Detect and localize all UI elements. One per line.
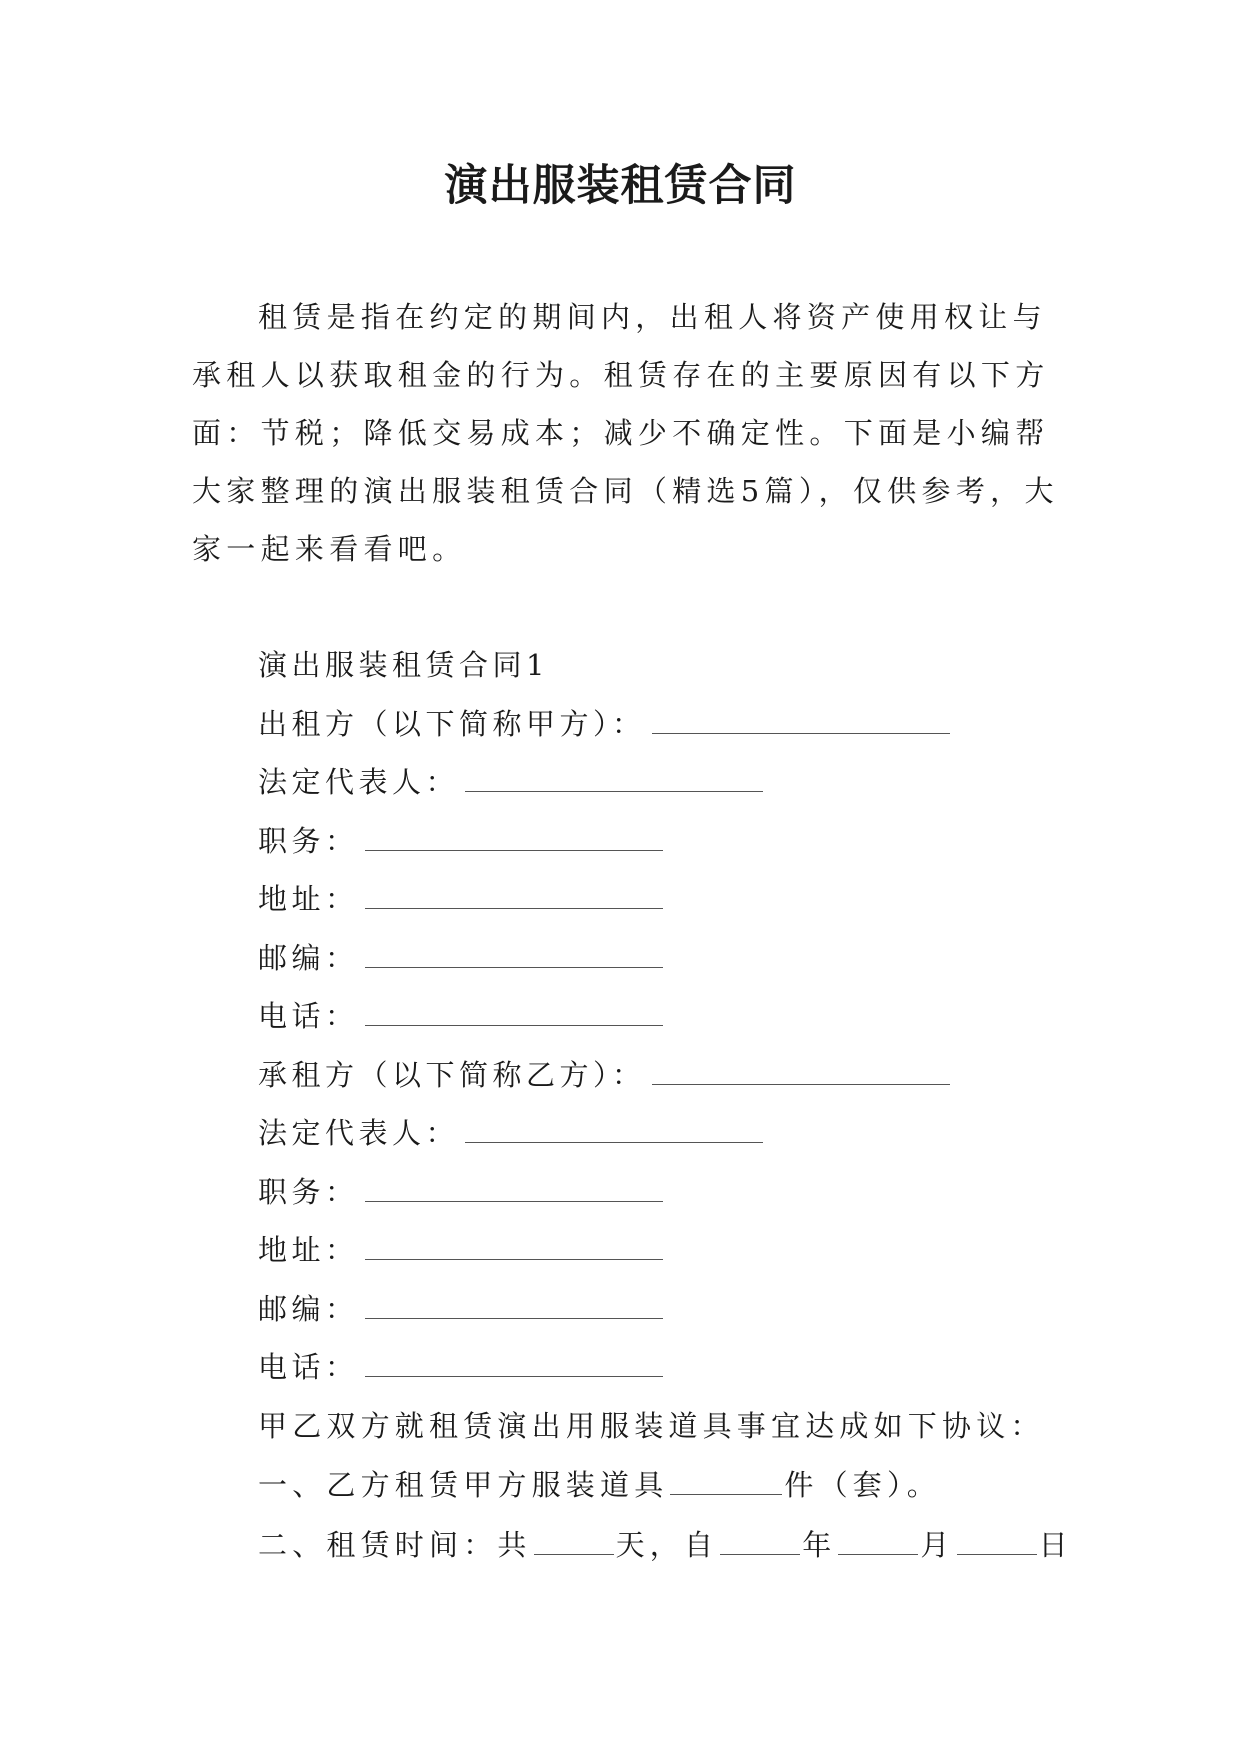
lessee-position-label: 职务：	[258, 1174, 359, 1209]
clause-1	[258, 1455, 1078, 1515]
lessee-position-blank	[365, 1175, 663, 1202]
lessor-address-line	[258, 870, 1078, 929]
lessor-position-label: 职务：	[258, 823, 359, 858]
lessee-address-blank	[365, 1233, 663, 1260]
clause-1-prefix: 一、乙方租赁甲方服装道具	[258, 1468, 669, 1502]
lessor-rep-line	[258, 753, 1078, 812]
lessee-rep-label: 法定代表人：	[258, 1116, 460, 1150]
lessee-postcode-blank	[365, 1292, 663, 1319]
clause-2-day-label: 天，自	[615, 1528, 719, 1562]
lessee-address-line	[258, 1221, 1078, 1280]
clause-2-month-blank	[838, 1528, 918, 1555]
lessor-address-label: 地址：	[258, 882, 359, 916]
lessor-phone-line	[258, 987, 1078, 1046]
lessor-postcode-blank	[365, 941, 663, 968]
lessor-position-line	[258, 812, 1078, 871]
lessor-postcode-line	[258, 929, 1078, 988]
lessor-phone-label: 电话：	[258, 999, 359, 1033]
contract-body	[258, 636, 1078, 1575]
document-title: 演出服装租赁合同	[444, 161, 797, 211]
lessee-rep-blank	[465, 1116, 763, 1143]
clause-2-date-label: 日	[1038, 1528, 1073, 1562]
clause-2-prefix: 二、租赁时间：共	[258, 1528, 532, 1562]
lessee-line	[258, 1046, 1078, 1105]
clause-2-year-blank	[720, 1528, 800, 1555]
lessor-blank	[652, 707, 950, 734]
section-heading: 演出服装租赁合同1	[258, 648, 549, 682]
lessee-postcode-label: 邮编：	[258, 1291, 359, 1326]
clause-1-suffix: 件（套）。	[784, 1468, 941, 1502]
lessee-phone-label: 电话：	[258, 1350, 359, 1384]
lessor-label: 出租方（以下简称甲方）：	[258, 706, 646, 741]
clause-2	[258, 1515, 1078, 1575]
clause-2-year-label: 年	[802, 1528, 837, 1562]
lessor-phone-blank	[365, 999, 663, 1026]
lessor-rep-blank	[465, 765, 763, 792]
lessor-position-blank	[365, 824, 663, 851]
clause-2-date-blank	[957, 1528, 1037, 1555]
lessee-phone-blank	[365, 1350, 663, 1377]
lessee-blank	[652, 1058, 950, 1085]
lessor-postcode-label: 邮编：	[258, 940, 359, 975]
agreement-line: 甲乙双方就租赁演出用服装道具事宜达成如下协议：	[258, 1408, 1045, 1443]
lessee-phone-line	[258, 1338, 1078, 1397]
clause-1-blank	[670, 1468, 782, 1495]
clause-2-days-blank	[534, 1528, 614, 1555]
intro-paragraph: 租赁是指在约定的期间内，出租人将资产使用权让与承租人以获取租金的行为。租赁存在的主要原因有以下方面：节税；降低交易成本；减少不确定性。下面是小编帮大家整理的演出服装租赁合同（精选5篇），仅供参考，大家一起来看看吧。	[192, 300, 1059, 566]
lessor-address-blank	[365, 882, 663, 909]
lessee-label: 承租方（以下简称乙方）：	[258, 1057, 646, 1092]
lessor-rep-label: 法定代表人：	[258, 765, 460, 799]
lessee-postcode-line	[258, 1280, 1078, 1339]
clause-2-month-label: 月	[920, 1528, 955, 1562]
lessor-line	[258, 695, 1078, 754]
lessee-position-line	[258, 1163, 1078, 1222]
lessee-address-label: 地址：	[258, 1233, 359, 1267]
lessee-rep-line	[258, 1104, 1078, 1163]
